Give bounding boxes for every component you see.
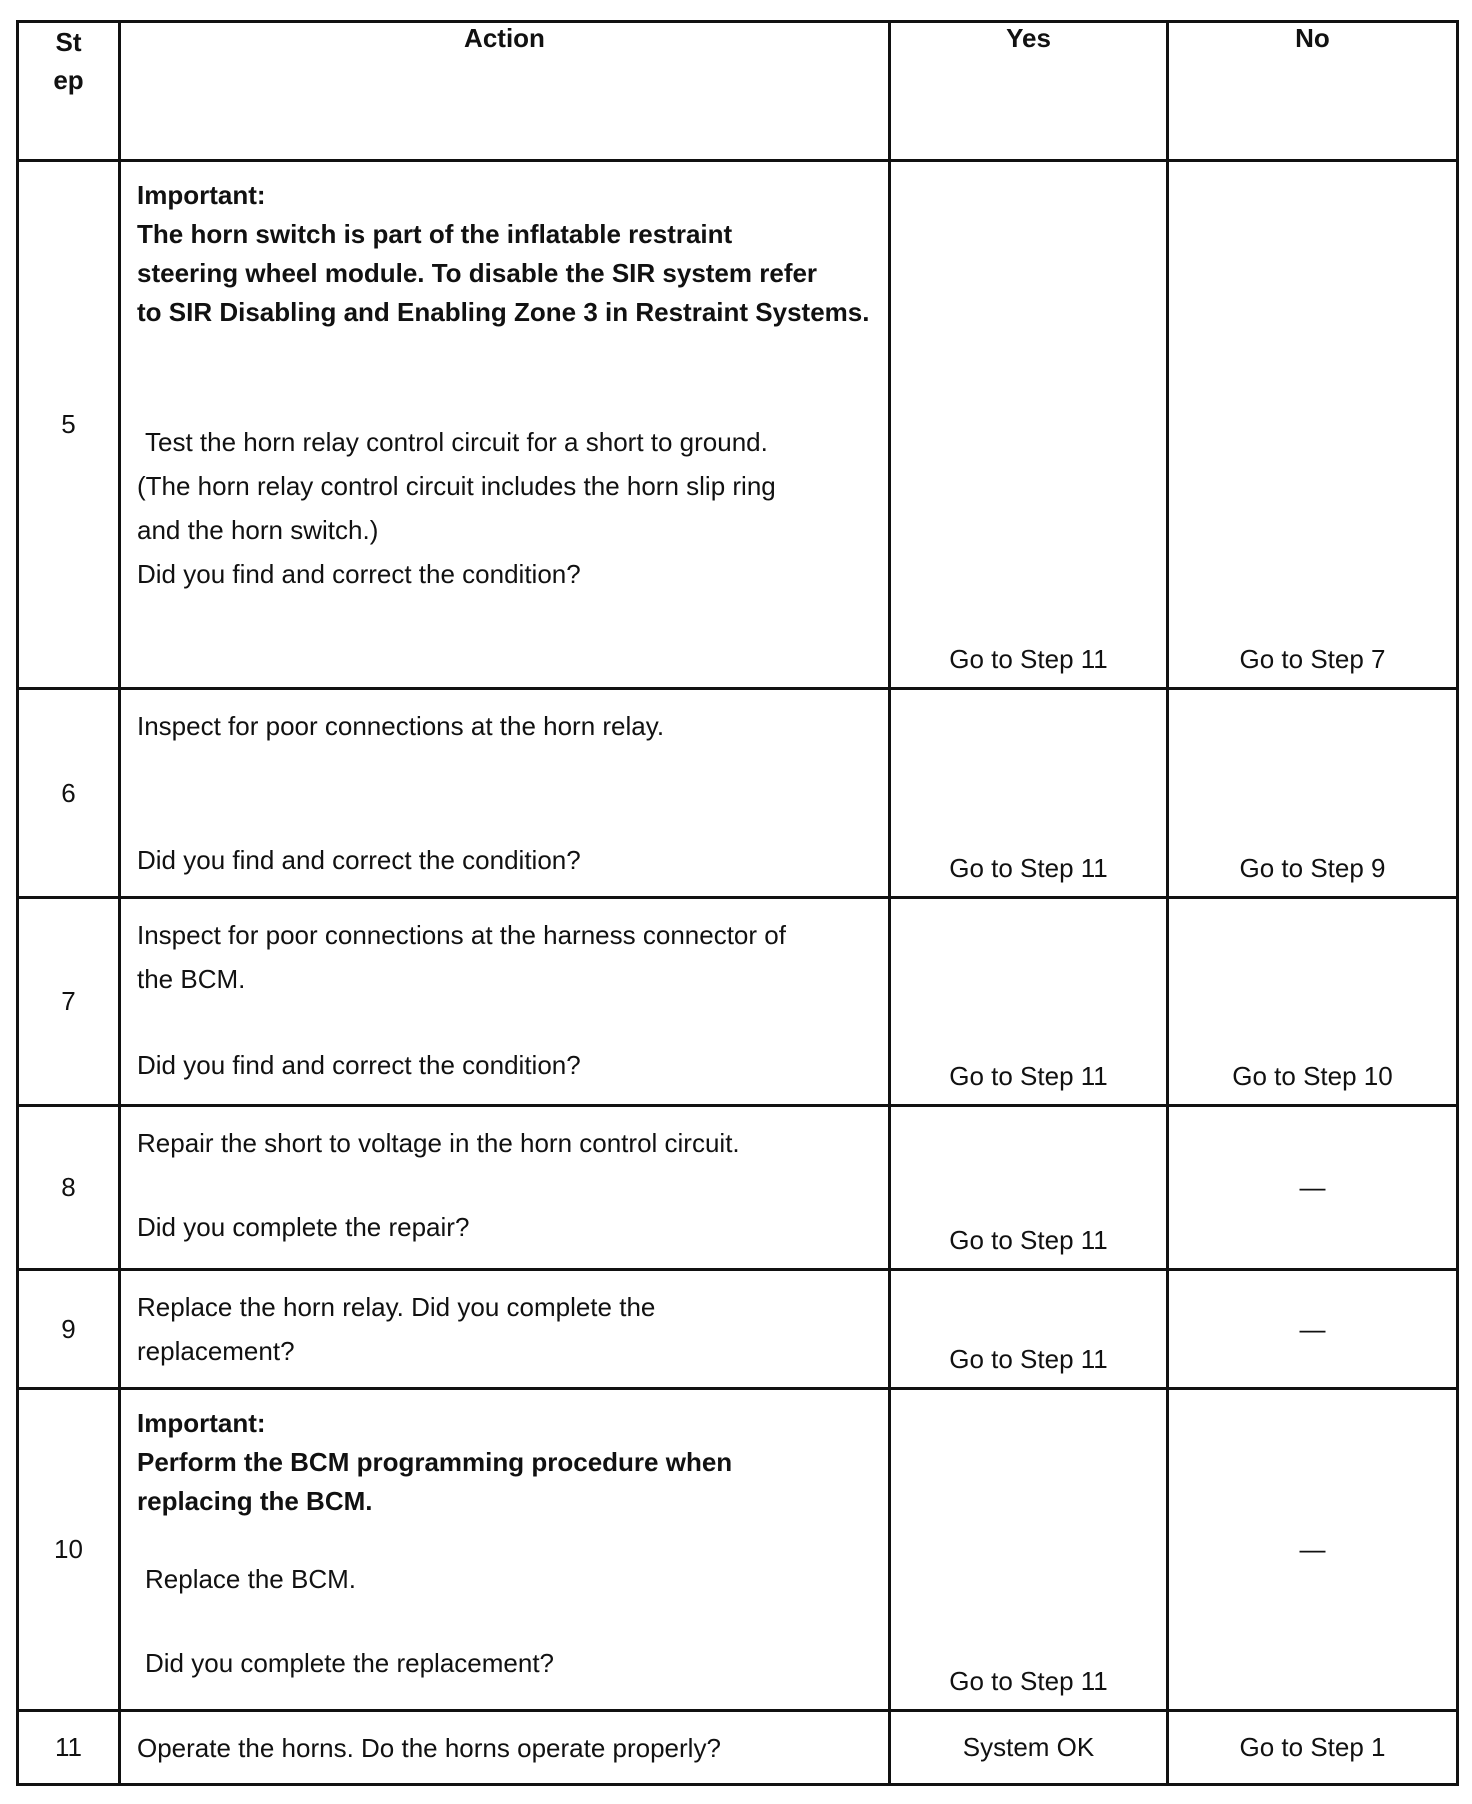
table-row [18, 1106, 1458, 1270]
no-outcome: Go to Step 9 [1168, 689, 1458, 898]
important-label: Important: [137, 1408, 266, 1438]
diagnostic-steps-table [16, 20, 1459, 1786]
action-text: Inspect for poor connections at the horn relay. [137, 711, 665, 741]
action-question: Did you find and correct the condition? [137, 845, 581, 875]
no-outcome: Go to Step 10 [1168, 898, 1458, 1106]
action-cell [120, 898, 890, 1106]
step-column-header [18, 22, 120, 161]
no-outcome: — [1168, 1270, 1458, 1389]
action-text: (The horn relay control circuit includes the horn slip ring [137, 471, 776, 501]
step-number: 11 [18, 1711, 120, 1785]
action-question: Did you find and correct the condition? [137, 1050, 581, 1080]
table-row [18, 1389, 1458, 1711]
yes-outcome: Go to Step 11 [890, 161, 1168, 689]
action-text: replacement? [137, 1336, 295, 1366]
step-header-part-2: ep [53, 65, 84, 95]
important-text: to SIR Disabling and Enabling Zone 3 in Restraint Systems. [137, 297, 870, 327]
step-number: 10 [18, 1389, 120, 1711]
step-number: 7 [18, 898, 120, 1106]
table-header-row [18, 22, 1458, 161]
step-number: 6 [18, 689, 120, 898]
yes-column-header: Yes [890, 22, 1168, 161]
action-cell [120, 1711, 890, 1785]
action-question: Did you complete the repair? [137, 1212, 470, 1242]
action-text: the BCM. [137, 964, 246, 994]
step-number: 5 [18, 161, 120, 689]
no-outcome: Go to Step 1 [1168, 1711, 1458, 1785]
action-cell [120, 1389, 890, 1711]
action-text: Replace the horn relay. Did you complete the [137, 1292, 656, 1322]
table-row [18, 898, 1458, 1106]
action-text: Test the horn relay control circuit for a short to ground. [145, 427, 768, 457]
table-row [18, 1270, 1458, 1389]
action-cell [120, 689, 890, 898]
step-number: 8 [18, 1106, 120, 1270]
step-header-part-1: St [55, 27, 82, 57]
action-question: Did you find and correct the condition? [137, 559, 581, 589]
action-text: Repair the short to voltage in the horn control circuit. [137, 1128, 740, 1158]
important-text: steering wheel module. To disable the SIR system refer [137, 258, 818, 288]
table-row [18, 689, 1458, 898]
important-text: replacing the BCM. [137, 1486, 373, 1516]
action-cell [120, 161, 890, 689]
yes-outcome: System OK [890, 1711, 1168, 1785]
important-text: The horn switch is part of the inflatable restraint [137, 219, 733, 249]
yes-outcome: Go to Step 11 [890, 1389, 1168, 1711]
no-outcome: — [1168, 1389, 1458, 1711]
table-row [18, 161, 1458, 689]
yes-outcome: Go to Step 11 [890, 1270, 1168, 1389]
action-text: and the horn switch.) [137, 515, 379, 545]
yes-outcome: Go to Step 11 [890, 898, 1168, 1106]
yes-outcome: Go to Step 11 [890, 1106, 1168, 1270]
action-text: Replace the BCM. [145, 1564, 356, 1594]
no-outcome: Go to Step 7 [1168, 161, 1458, 689]
no-outcome: — [1168, 1106, 1458, 1270]
action-column-header: Action [120, 22, 890, 161]
action-text: Inspect for poor connections at the harness connector of [137, 920, 786, 950]
action-question: Operate the horns. Do the horns operate properly? [137, 1732, 721, 1763]
step-number: 9 [18, 1270, 120, 1389]
action-cell [120, 1270, 890, 1389]
yes-outcome: Go to Step 11 [890, 689, 1168, 898]
important-label: Important: [137, 180, 266, 210]
no-column-header: No [1168, 22, 1458, 161]
action-question: Did you complete the replacement? [145, 1648, 555, 1678]
action-cell [120, 1106, 890, 1270]
important-text: Perform the BCM programming procedure when [137, 1447, 733, 1477]
table-row [18, 1711, 1458, 1785]
